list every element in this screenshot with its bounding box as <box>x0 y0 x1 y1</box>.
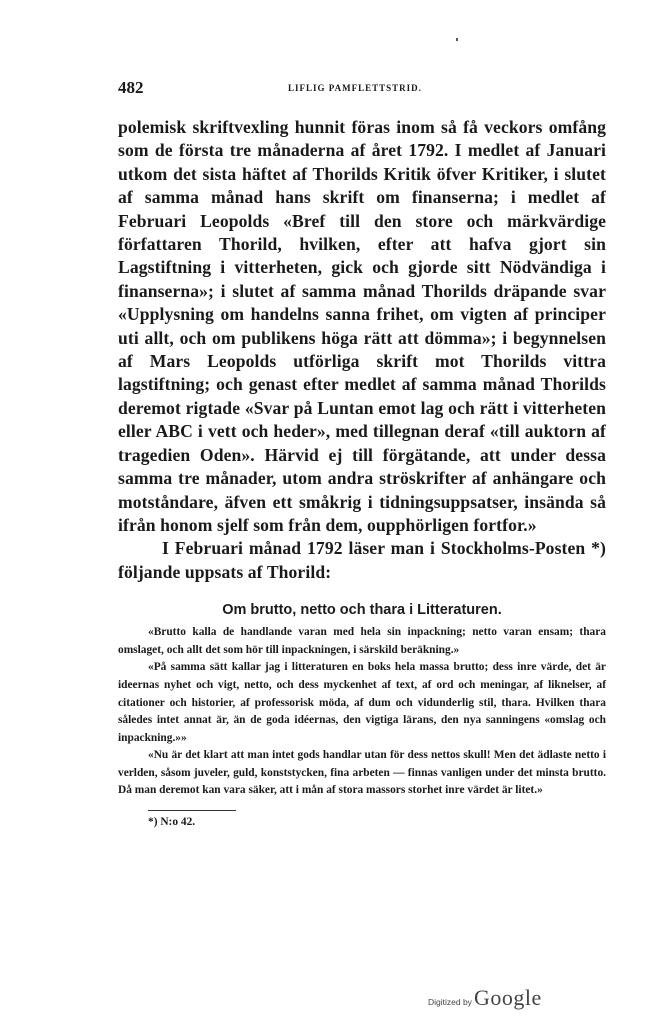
book-page <box>118 78 606 828</box>
google-logo: Google <box>473 985 542 1010</box>
footnote-divider <box>148 810 236 811</box>
main-text <box>118 116 606 584</box>
page-header <box>118 78 606 102</box>
watermark-prefix: Digitized by <box>428 997 472 1007</box>
footnote: *) N:o 42. <box>148 816 196 829</box>
google-watermark <box>428 985 542 1011</box>
article-body <box>118 624 606 800</box>
ink-speck <box>456 38 458 41</box>
main-paragraph-2: I Februari månad 1792 läser man i Stockholms-Posten *) följande uppsats af Thorild: <box>118 538 606 582</box>
article-title: Om brutto, netto och thara i Litteraturen. <box>222 602 502 619</box>
article-paragraph-2: «På samma sätt kallar jag i litteraturen en boks hela massa brutto; dess inre värde, det är ideernas nyhet och vigt, netto, och dess myckenhet af text, af ord och meningar, af liknelser, af citationer och historier, af professorisk möda, af dum och vidunderlig stil, thara. Hvilken thara således intet annat är, än de goda idéernas, den vigtiga lärans, den nya sanningens «omslag och inpackning.»» <box>118 661 606 744</box>
article-paragraph-1: «Brutto kalla de handlande varan med hela sin inpackning; netto varan ensam; thara omslaget, och allt det som hör till inpackningen, i särskild beräkning.» <box>118 626 606 656</box>
page-number: 482 <box>118 78 144 97</box>
quoted-article <box>118 602 606 800</box>
main-paragraph-1: polemisk skriftvexling hunnit föras inom så få veckors omfång som de första tre månaderna af året 1792. I medlet af Januari utkom det sista häftet af Thorilds Kritik öfver Kritiker, i slutet af samma månad hans skrift om finanserna; i medlet af Februari Leopolds «Bref till den store och märkvärdige författaren Thorild, hvilken, efter att hafva gjort sin Lagstiftning i vitterheten, gick och gjorde sitt Nödvändiga i finanserna»; i slutet af samma månad Thorilds dräpande svar «Upplysning om handelns sanna frihet, om vigten af principer uti allt, och om publikens höga rätt att dömma»; i begynnelsen af Mars Leopolds utförliga skrift mot Thorilds vittra lagstiftning; och genast efter medlet af samma månad Thorilds deremot rigtade «Svar på Luntan emot lag och rätt i vitterheten eller ABC i vett och heder», med tillegnan deraf «till auktorn af tragedien Oden». Härvid ej till förgätande, att under dessa samma tre månader, utom andra ströskrifter af anhängare och motståndare, äfven ett småkrig i tidningsuppsatser, insända så ifrån honom sjelf som från dem, oupphörligen fortfor.» <box>118 117 606 535</box>
article-paragraph-3: «Nu är det klart att man intet gods handlar utan för dess nettos skull! Men det ädlaste netto i verlden, såsom juveler, guld, konststycken, fina arbeten — finnas vanligen under det minsta brutto. Då man deremot kan vara säker, att i mån af stora massors storhet inre värdet är litet.» <box>118 749 606 797</box>
running-head: LIFLIG PAMFLETTSTRID. <box>288 83 422 93</box>
